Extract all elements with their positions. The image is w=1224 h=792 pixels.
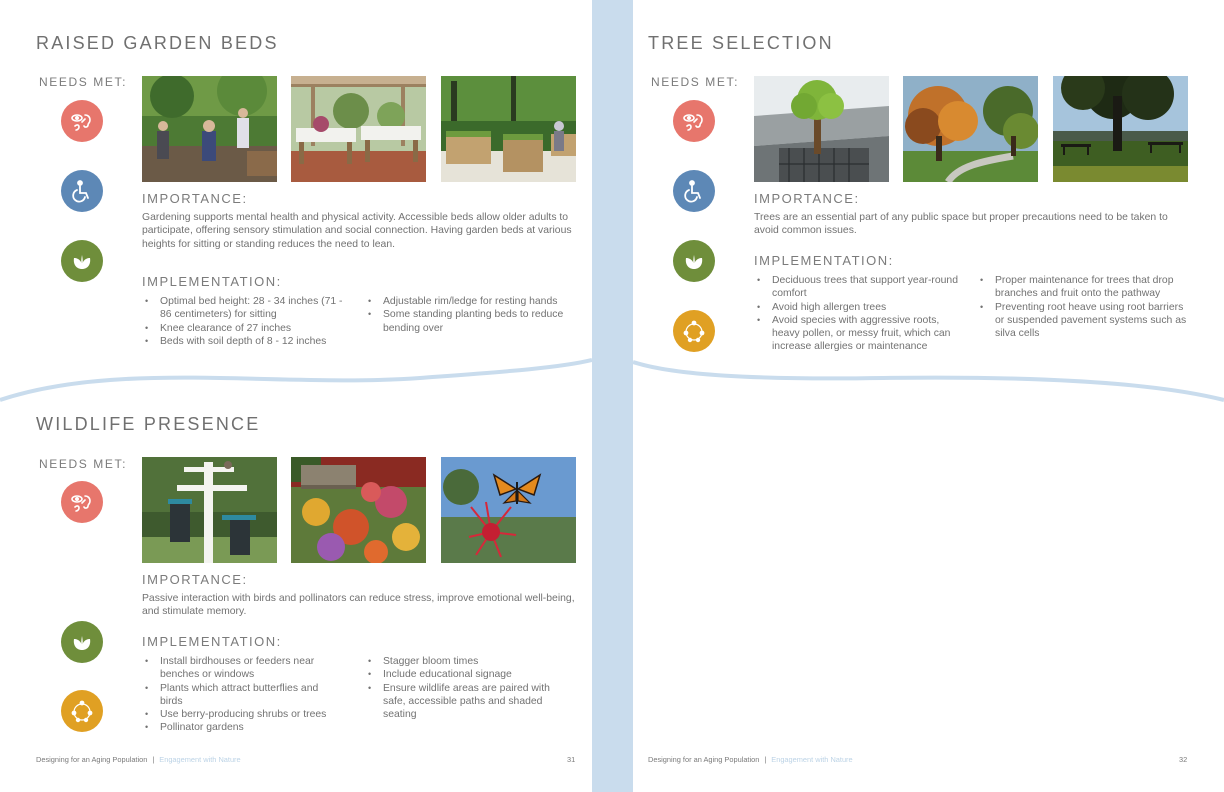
footer-divider: | — [764, 755, 767, 764]
list-item: • Pollinator gardens — [143, 721, 343, 734]
list-item: • Beds with soil depth of 8 - 12 inches — [143, 335, 343, 348]
footer-doc-title: Designing for an Aging Population — [648, 755, 760, 764]
implementation-list-col1 — [755, 274, 967, 354]
leaf-icon — [61, 240, 103, 282]
list-item: • Deciduous trees that support year-round comfort — [755, 274, 967, 301]
photo-monarch-butterfly — [441, 457, 576, 563]
section-title-raised-beds: RAISED GARDEN BEDS — [36, 33, 279, 53]
needs-met-label: NEEDS MET: — [651, 75, 740, 89]
implementation-list-col1 — [143, 295, 343, 348]
importance-heading: IMPORTANCE: — [754, 191, 860, 206]
implementation-list-col2 — [366, 295, 581, 335]
needs-met-label: NEEDS MET: — [39, 457, 128, 471]
needs-met-label: NEEDS MET: — [39, 75, 128, 89]
footer-doc-title: Designing for an Aging Population — [36, 755, 148, 764]
footer-chapter: Engagement with Nature — [159, 755, 241, 764]
sensory-icon — [61, 481, 103, 523]
footer-divider: | — [152, 755, 155, 764]
photo-garden-bench-flowers — [291, 457, 426, 563]
implementation-heading: IMPLEMENTATION: — [142, 274, 282, 289]
book-spine — [592, 0, 633, 792]
implementation-list-col1 — [143, 655, 343, 735]
implementation-heading: IMPLEMENTATION: — [142, 634, 282, 649]
people-circle-icon — [673, 310, 715, 352]
list-item: • Avoid high allergen trees — [755, 301, 967, 314]
photo-silva-cells-diagram — [754, 76, 889, 182]
sensory-icon — [61, 100, 103, 142]
list-item: • Knee clearance of 27 inches — [143, 322, 343, 335]
photo-bird-feeders — [142, 457, 277, 563]
photo-raised-planters-pergola — [291, 76, 426, 182]
implementation-heading: IMPLEMENTATION: — [754, 253, 894, 268]
sensory-icon — [673, 100, 715, 142]
left-page — [0, 0, 592, 792]
footer-chapter: Engagement with Nature — [771, 755, 853, 764]
photo-community-gardening — [142, 76, 277, 182]
importance-heading: IMPORTANCE: — [142, 191, 248, 206]
page-number: 32 — [1179, 755, 1188, 764]
list-item: • Optimal bed height: 28 - 34 inches (71 - 86 centimeters) for sitting — [143, 295, 343, 322]
page-footer — [648, 755, 853, 764]
implementation-list-col2 — [366, 655, 566, 721]
list-item: • Avoid species with aggressive roots, heavy pollen, or messy fruit, which can increase allergies or maintenance — [755, 314, 967, 354]
photo-autumn-trees-park — [903, 76, 1038, 182]
wheelchair-icon — [61, 170, 103, 212]
list-item: • Plants which attract butterflies and birds — [143, 682, 343, 709]
section-divider-curve — [0, 340, 592, 410]
list-item: • Use berry-producing shrubs or trees — [143, 708, 343, 721]
wheelchair-icon — [673, 170, 715, 212]
list-item: • Ensure wildlife areas are paired with safe, accessible paths and shaded seating — [366, 682, 566, 722]
importance-heading: IMPORTANCE: — [142, 572, 248, 587]
list-item: • Install birdhouses or feeders near benches or windows — [143, 655, 343, 682]
list-item: • Include educational signage — [366, 668, 566, 681]
importance-text: Trees are an essential part of any public space but proper precautions need to be taken to avoid common issues. — [754, 212, 1168, 237]
importance-text: Gardening supports mental health and physical activity. Accessible beds allow older adults to participate, offering sensory stimulation and social connection. Having garden beds at various heights for sitting or standing reduces the need to lean. — [142, 212, 572, 250]
list-item: • Proper maintenance for trees that drop branches and fruit onto the pathway — [978, 274, 1193, 301]
leaf-icon — [61, 621, 103, 663]
people-circle-icon — [61, 690, 103, 732]
importance-text: Passive interaction with birds and pollinators can reduce stress, improve emotional well-being, and stimulate memory. — [142, 593, 575, 618]
photo-shade-tree-benches — [1053, 76, 1188, 182]
page-number: 31 — [567, 755, 576, 764]
leaf-icon — [673, 240, 715, 282]
list-item: • Stagger bloom times — [366, 655, 566, 668]
list-item: • Adjustable rim/ledge for resting hands — [366, 295, 581, 308]
page-footer — [36, 755, 241, 764]
right-page — [633, 0, 1224, 792]
photo-wooden-raised-beds — [441, 76, 576, 182]
list-item: • Preventing root heave using root barriers or suspended pavement systems such as silva cells — [978, 301, 1193, 341]
section-title-wildlife: WILDLIFE PRESENCE — [36, 414, 261, 434]
section-title-tree-selection: TREE SELECTION — [648, 33, 834, 53]
list-item: • Some standing planting beds to reduce bending over — [366, 308, 581, 335]
implementation-list-col2 — [978, 274, 1193, 340]
